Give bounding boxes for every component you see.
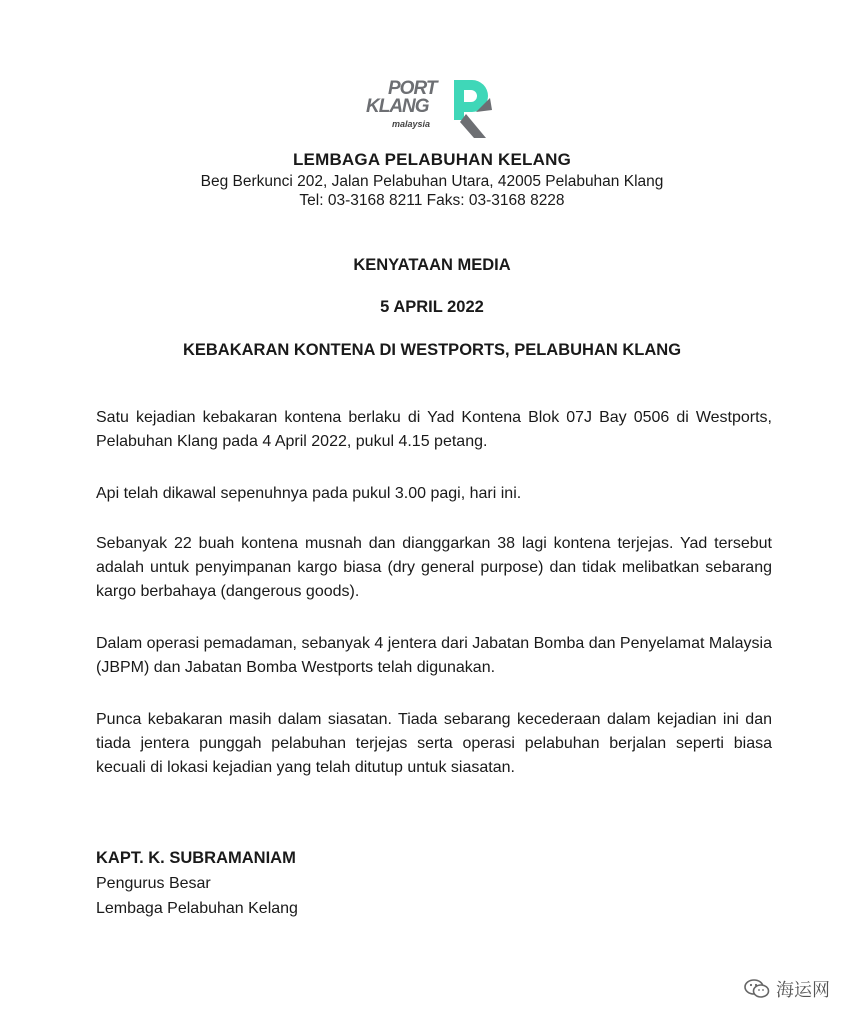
document-date: 5 APRIL 2022	[380, 298, 484, 316]
logo-word-malaysia: malaysia	[392, 119, 431, 129]
logo-word-klang: KLANG	[366, 96, 429, 117]
document-subject: KEBAKARAN KONTENA DI WESTPORTS, PELABUHAN KLANG	[182, 341, 682, 359]
organization-name: LEMBAGA PELABUHAN KELANG	[292, 150, 572, 169]
body-paragraph-1: Satu kejadian kebakaran kontena berlaku di Yad Kontena Blok 07J Bay 0506 di Westports, Pelabuhan Klang pada 4 April 2022, pukul 4.15 petang.	[96, 409, 772, 450]
signatory-organization: Lembaga Pelabuhan Kelang	[96, 900, 298, 917]
body-paragraph-5: Punca kebakaran masih dalam siasatan. Tiada sebarang kecederaan dalam kejadian ini dan tiada jentera punggah pelabuhan terjejas serta operasi pelabuhan berjalan seperti biasa kecuali di lokasi kejadian yang telah ditutup untuk siasatan.	[96, 711, 772, 776]
organization-contact: Tel: 03-3168 8211 Faks: 03-3168 8228	[299, 192, 565, 209]
watermark	[744, 976, 830, 1002]
organization-address: Beg Berkunci 202, Jalan Pelabuhan Utara, 42005 Pelabuhan Klang	[200, 173, 664, 190]
document-title: KENYATAAN MEDIA	[353, 256, 511, 274]
body-paragraph-2: Api telah dikawal sepenuhnya pada pukul 3.00 pagi, hari ini.	[96, 485, 522, 502]
logo-pk-mark-icon	[446, 74, 496, 140]
signatory-position: Pengurus Besar	[96, 875, 211, 892]
signature-block	[96, 846, 298, 921]
logo-word-port: PORT	[388, 78, 437, 99]
wechat-icon	[744, 978, 770, 1000]
watermark-text: 海运网	[776, 980, 830, 1001]
signatory-name: KAPT. K. SUBRAMANIAM	[96, 849, 296, 867]
port-klang-logo	[362, 74, 502, 142]
body-paragraph-4: Dalam operasi pemadaman, sebanyak 4 jentera dari Jabatan Bomba dan Penyelamat Malaysia (JBPM) dan Jabatan Bomba Westports telah digunakan.	[96, 635, 772, 676]
body-paragraph-3: Sebanyak 22 buah kontena musnah dan dianggarkan 38 lagi kontena terjejas. Yad tersebut adalah untuk penyimpanan kargo biasa (dry general purpose) dan tidak melibatkan sebarang kargo berbahaya (dangerous goods).	[96, 535, 772, 600]
